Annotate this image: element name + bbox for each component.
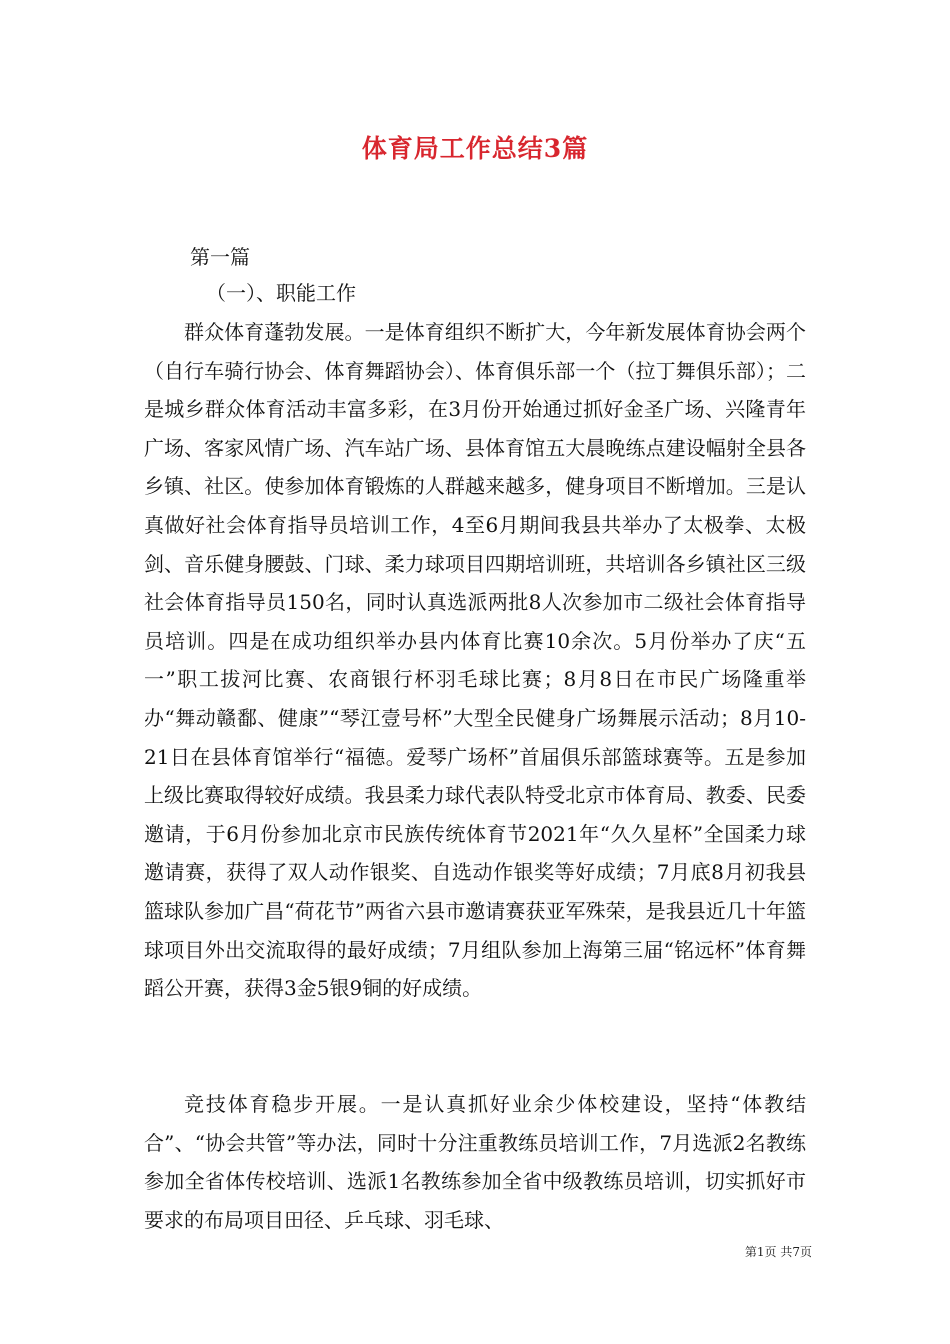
document-title: 体育局工作总结3篇 [361, 134, 589, 163]
page-number-footer: 第1页 共7页 [744, 1245, 812, 1259]
part-heading: 第一篇 [190, 245, 250, 269]
paragraph-competitive-sports: 竞技体育稳步开展。一是认真抓好业余少体校建设，坚持“体教结合”、“协会共管”等办法，同时十分注重教练员培训工作，7月选派2名教练参加全省体传校培训、选派1名教练参加全省中级教练员培训，切实抓好市要求的布局项目田径、乒乓球、羽毛球、 [144, 1092, 806, 1232]
paragraph-mass-sports: 群众体育蓬勃发展。一是体育组织不断扩大，今年新发展体育协会两个（自行车骑行协会、体育舞蹈协会）、体育俱乐部一个（拉丁舞俱乐部）；二是城乡群众体育活动丰富多彩，在3月份开始通过抓好金圣广场、兴隆青年广场、客家风情广场、汽车站广场、县体育馆五大晨晚练点建设幅射全县各乡镇、社区。使参加体育锻炼的人群越来越多，健身项目不断增加。三是认真做好社会体育指导员培训工作，4至6月期间我县共举办了太极拳、太极剑、音乐健身腰鼓、门球、柔力球项目四期培训班，共培训各乡镇社区三级社会体育指导员150名，同时认真选派两批8人次参加市二级社会体育指导员培训。四是在成功组织举办县内体育比赛10余次。5月份举办了庆“五一”职工拔河比赛、农商银行杯羽毛球比赛；8月8日在市民广场隆重举办“舞动赣鄱、健康”“琴江壹号杯”大型全民健身广场舞展示活动；8月10-21日在县体育馆举行“福德。爱琴广场杯”首届俱乐部篮球赛等。五是参加上级比赛取得较好成绩。我县柔力球代表队特受北京市体育局、教委、民委邀请，于6月份参加北京市民族传统体育节2021年“久久星杯”全国柔力球邀请赛，获得了双人动作银奖、自选动作银奖等好成绩；7月底8月初我县篮球队参加广昌“荷花节”两省六县市邀请赛获亚军殊荣，是我县近几十年篮球项目外出交流取得的最好成绩；7月组队参加上海第三届“铭远杯”体育舞蹈公开赛，获得3金5银9铜的好成绩。 [144, 320, 806, 1001]
section-heading: （一）、职能工作 [206, 281, 356, 305]
